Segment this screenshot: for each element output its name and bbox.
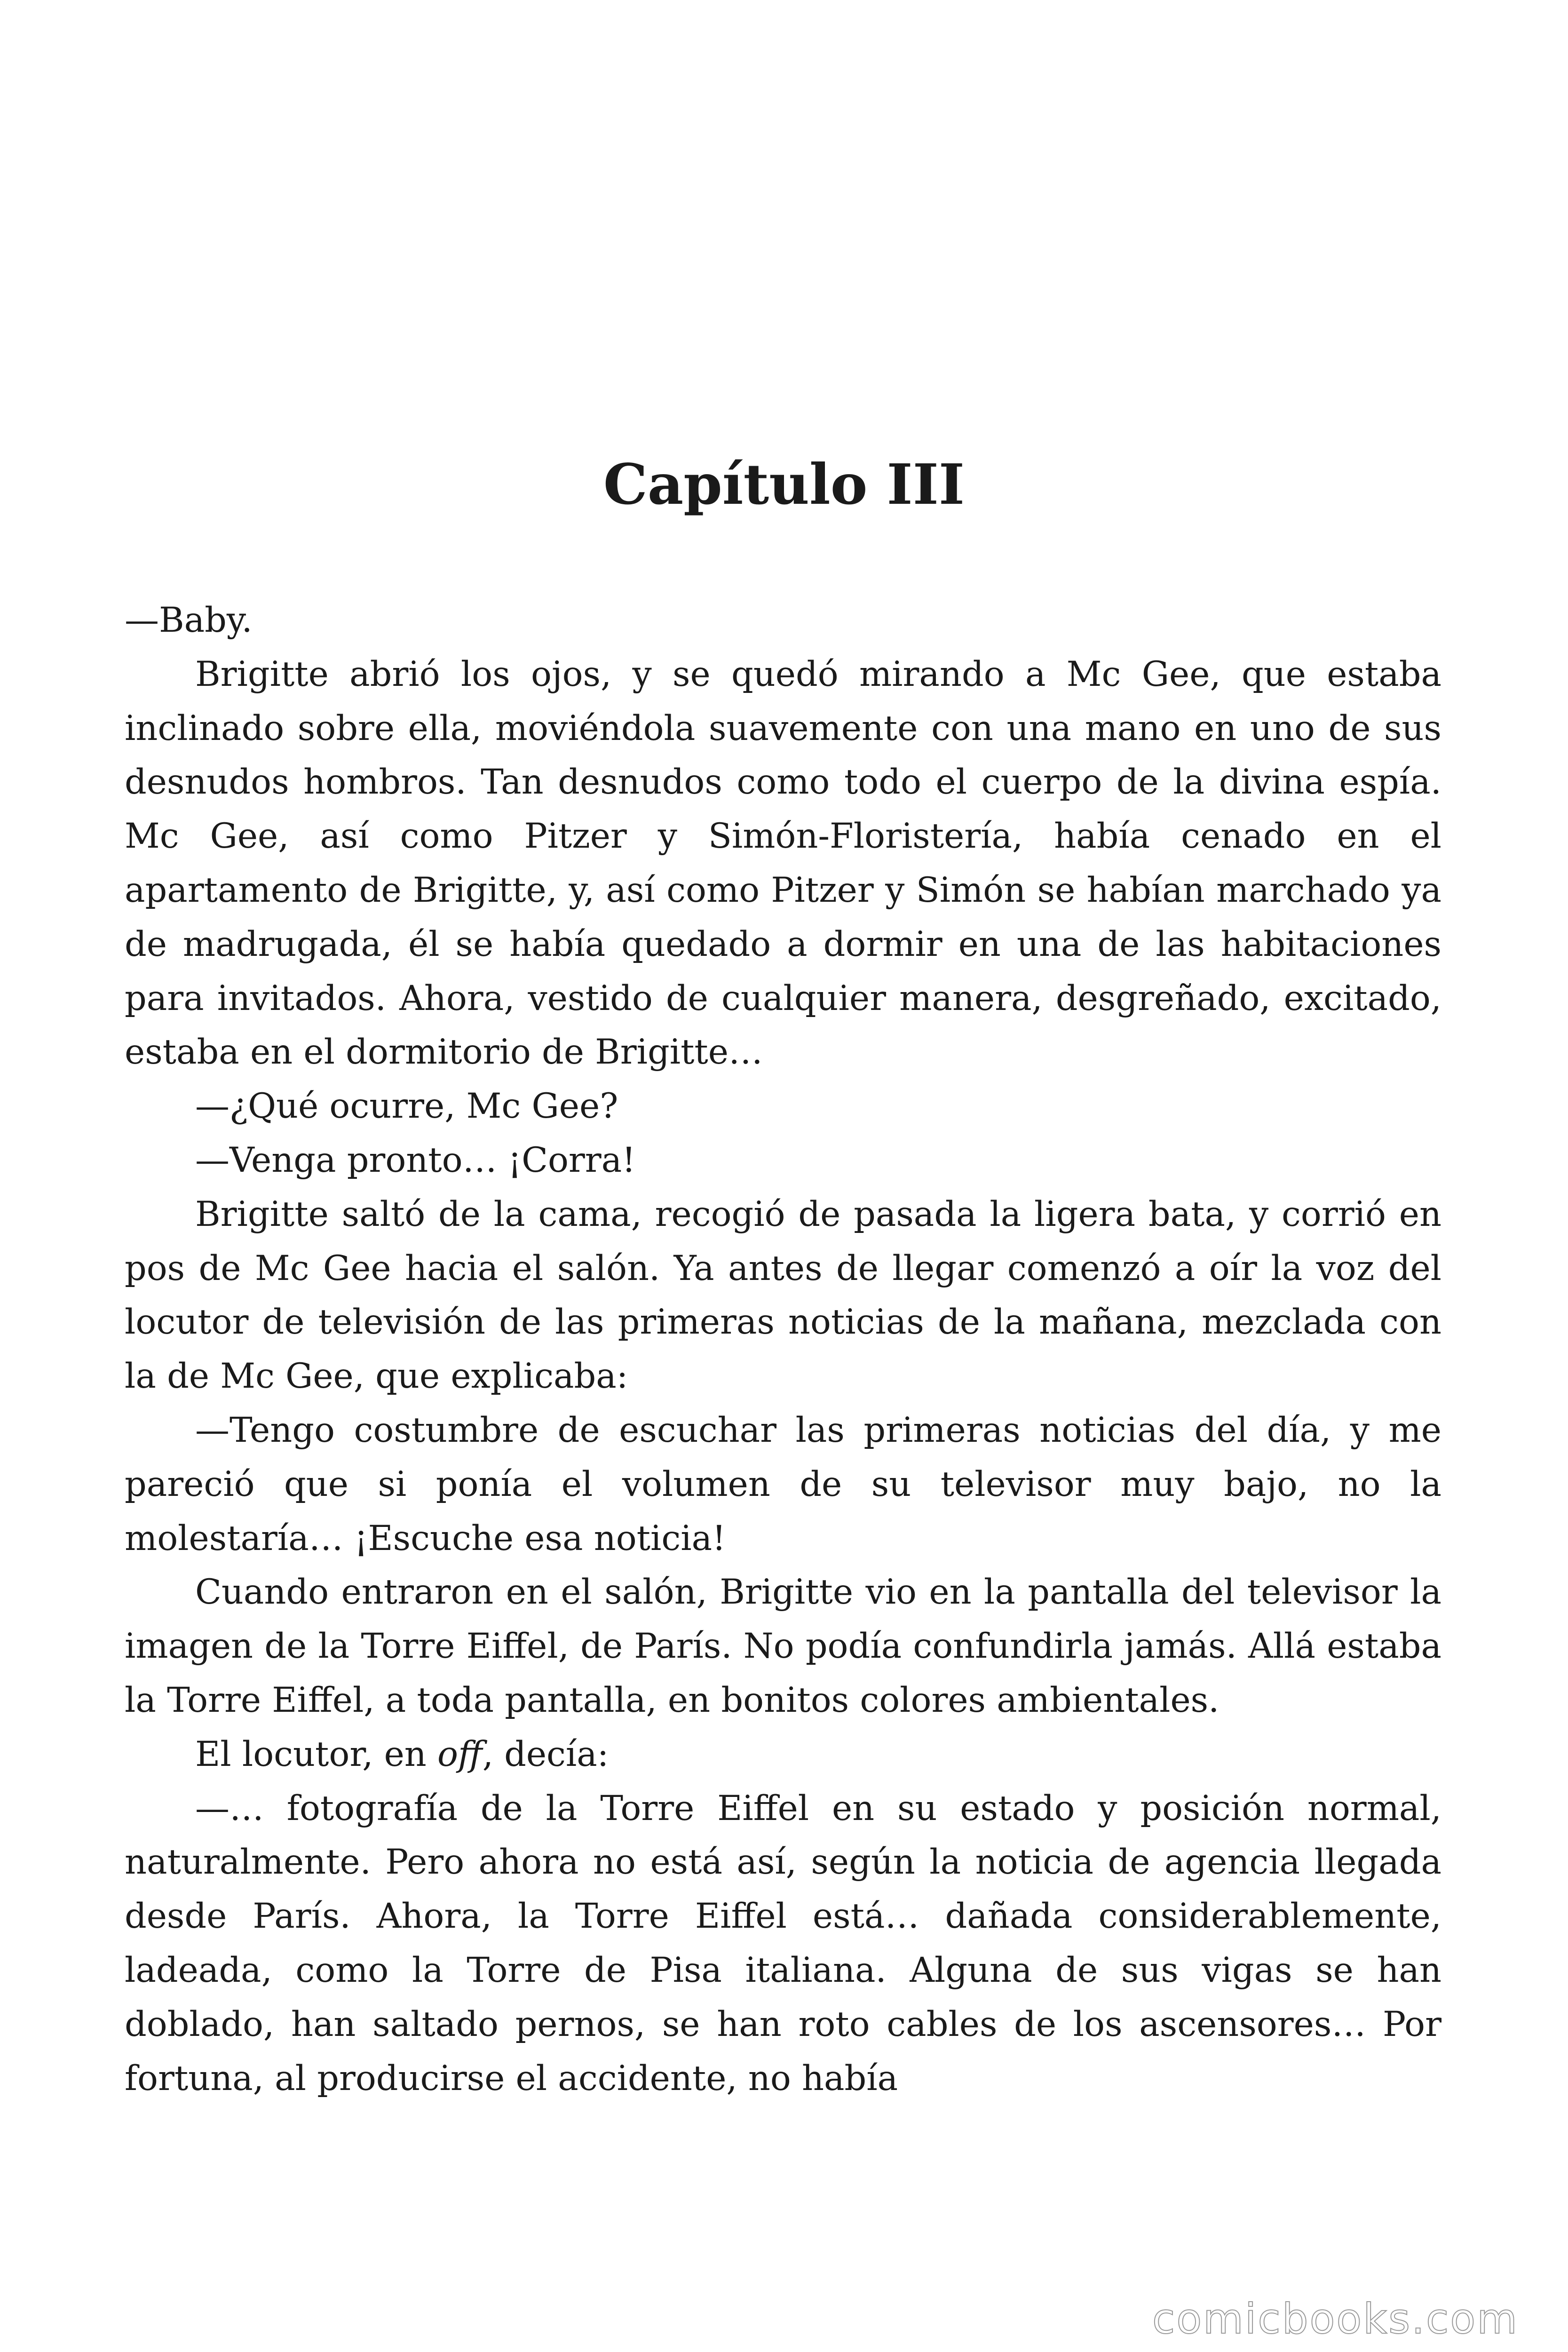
paragraph: —Tengo costumbre de escuchar las primeras noticias del día, y me pareció que si ponía el volumen de su televisor muy bajo, no la molestaría… ¡Escuche esa noticia! — [125, 1410, 1441, 1558]
chapter-title: Capítulo III — [603, 452, 965, 517]
paragraph-text: El locutor, en — [195, 1734, 438, 1774]
watermark: comicbooks.com — [1152, 2295, 1519, 2343]
paragraph: —Venga pronto… ¡Corra! — [195, 1140, 636, 1180]
chapter-body — [125, 594, 1441, 2106]
paragraph: Brigitte saltó de la cama, recogió de pasada la ligera bata, y corrió en pos de Mc Gee hacia el salón. Ya antes de llegar comenzó a oír la voz del locutor de televisión de las primeras noticias de la mañana, mezclada con la de Mc Gee, que explicaba: — [125, 1194, 1441, 1397]
paragraph: —Baby. — [125, 600, 253, 640]
paragraph: Brigitte abrió los ojos, y se quedó mirando a Mc Gee, que estaba inclinado sobre ella, moviéndola suavemente con una mano en uno de sus desnudos hombros. Tan desnudos como todo el cuerpo de la divina espía. Mc Gee, así como Pitzer y Simón-Floristería, había cenado en el apartamento de Brigitte, y, así como Pitzer y Simón se habían marchado ya de madrugada, él se había quedado a dormir en una de las habitaciones para invitados. Ahora, vestido de cualquier manera, desgreñado, excitado, estaba en el dormitorio de Brigitte… — [125, 654, 1441, 1073]
paragraph: —… fotografía de la Torre Eiffel en su estado y posición normal, naturalmente. Pero ahora no está así, según la noticia de agencia llegada desde París. Ahora, la Torre Eiffel está… dañada considerablemente, ladeada, como la Torre de Pisa italiana. Alguna de sus vigas se han doblado, han saltado pernos, se han roto cables de los ascensores… Por fortuna, al producirse el accidente, no había — [125, 1788, 1441, 2098]
paragraph: —¿Qué ocurre, Mc Gee? — [195, 1086, 618, 1127]
paragraph: Cuando entraron en el salón, Brigitte vio en la pantalla del televisor la imagen de la Torre Eiffel, de París. No podía confundirla jamás. Allá estaba la Torre Eiffel, a toda pantalla, en bonitos colores ambientales. — [125, 1572, 1441, 1720]
paragraph — [125, 1728, 1441, 1782]
paragraph-text: , decía: — [482, 1734, 609, 1774]
italic-term: off — [437, 1734, 483, 1774]
